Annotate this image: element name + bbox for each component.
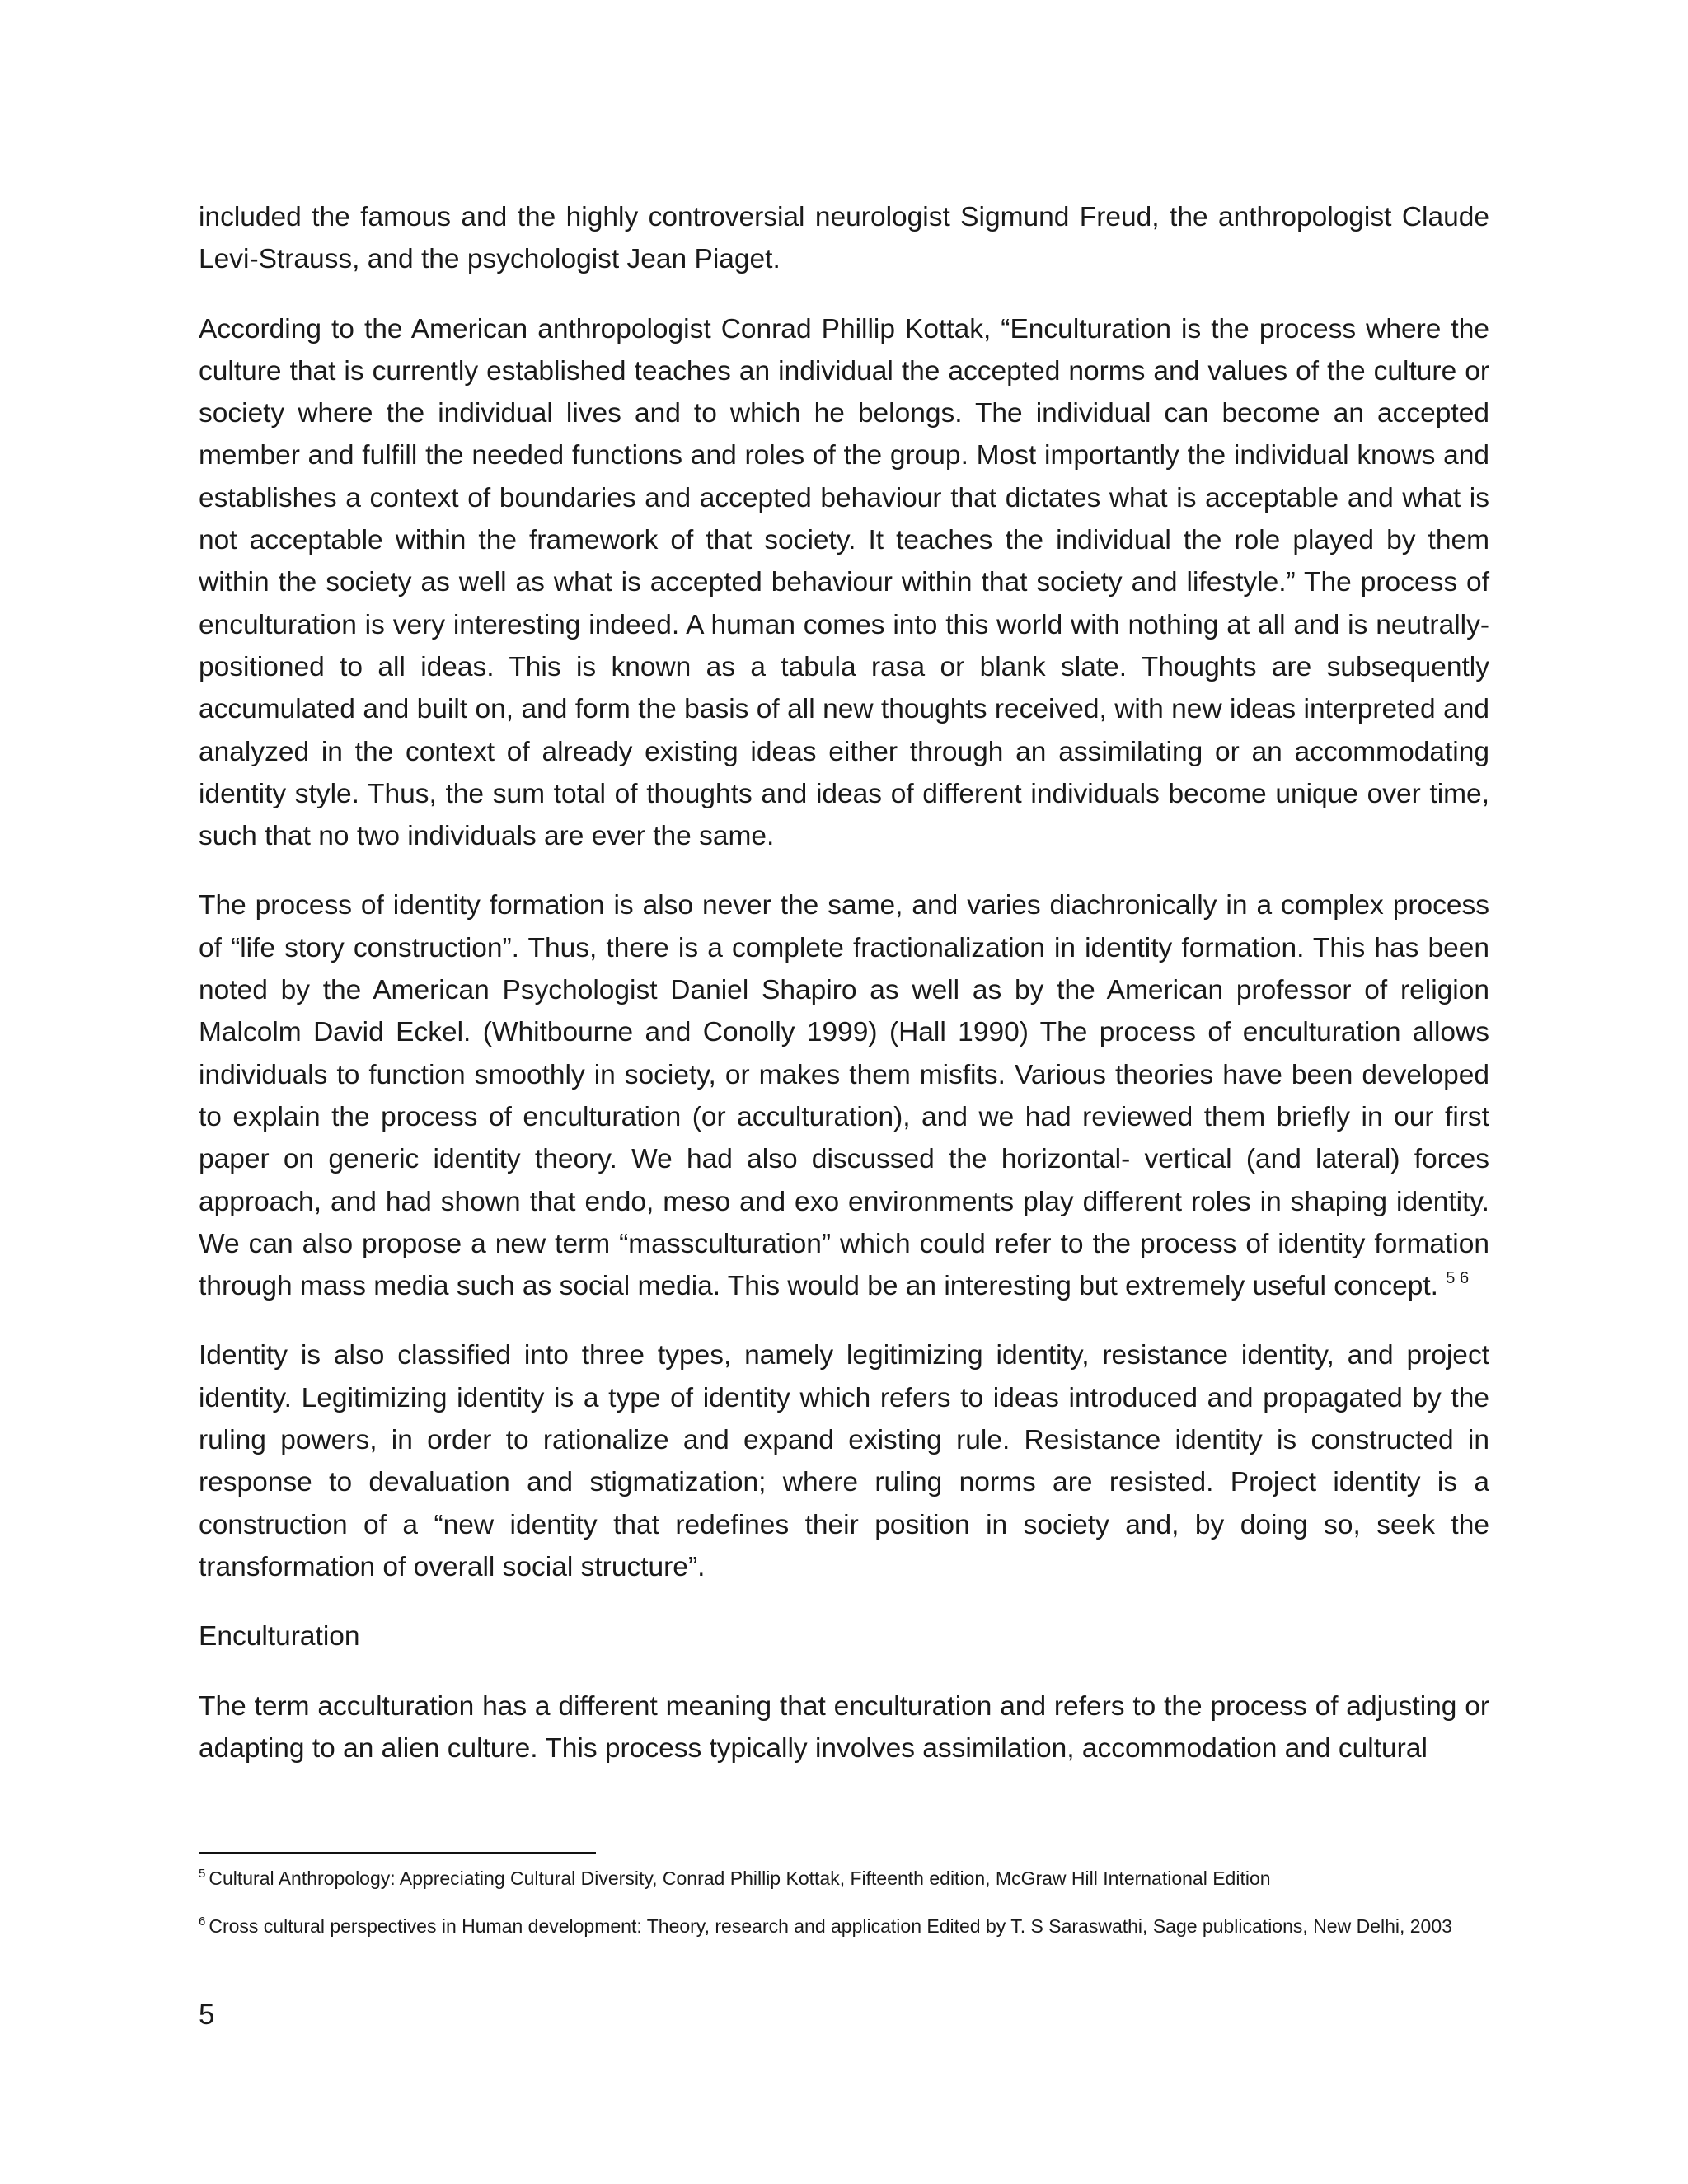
paragraph-3 — [199, 884, 1489, 1307]
paragraph-1: included the famous and the highly controversial neurologist Sigmund Freud, the anthropologist Claude Levi-Strauss, and the psychologist Jean Piaget. — [199, 202, 1489, 275]
page-number: 5 — [199, 1999, 215, 2031]
paragraph-4: Identity is also classified into three types, namely legitimizing identity, resistance identity, and project identity. Legitimizing identity is a type of identity which refers to ideas introduced and propagated by the ruling powers, in order to rationalize and expand existing rule. Resistance identity is constructed in response to devaluation and stigmatization; where ruling norms are resisted. Project identity is a construction of a “new identity that redefines their position in society and, by doing so, seek the transformation of overall social structure”. — [199, 1340, 1489, 1582]
footnote-text: Cultural Anthropology: Appreciating Cultural Diversity, Conrad Phillip Kottak, Fifteenth edition, McGraw Hill International Edition — [209, 1868, 1271, 1889]
paragraph-5: The term acculturation has a different meaning that enculturation and refers to the process of adjusting or adapting to an alien culture. This process typically involves assimilation, accommodation and cultural — [199, 1690, 1489, 1764]
section-heading: Enculturation — [199, 1621, 360, 1652]
footnote-5 — [199, 1866, 1489, 1891]
footnote-number: 6 — [199, 1915, 206, 1929]
paragraph-2: According to the American anthropologist Conrad Phillip Kottak, “Enculturation is the process where the culture that is currently established teaches an individual the accepted norms and values of the culture or society where the individual lives and to which he belongs. The individual can become an accepted member and fulfill the needed functions and roles of the group. Most importantly the individual knows and establishes a context of boundaries and accepted behaviour that dictates what is acceptable and what is not acceptable within the framework of that society. It teaches the individual the role played by them within the society as well as what is accepted behaviour within that society and lifestyle.” The process of enculturation is very interesting indeed. A human comes into this world with nothing at all and is neutrally-positioned to all ideas. This is known as a tabula rasa or blank slate. Thoughts are subsequently accumulated and built on, and form the basis of all new thoughts received, with new ideas interpreted and analyzed in the context of already existing ideas either through an assimilating or an accommodating identity style. Thus, the sum total of thoughts and ideas of different individuals become unique over time, such that no two individuals are ever the same. — [199, 313, 1489, 852]
footnotes — [199, 1866, 1489, 1961]
footnote-number: 5 — [199, 1867, 206, 1882]
body-text — [199, 196, 1489, 1797]
footnote-text: Cross cultural perspectives in Human development: Theory, research and application Edited by T. S Saraswathi, Sage publications, New Delhi, 2003 — [209, 1915, 1452, 1937]
footnote-6 — [199, 1914, 1489, 1938]
paragraph-3-text: The process of identity formation is also never the same, and varies diachronically in a complex process of “life story construction”. Thus, there is a complete fractionalization in identity formation. This has been noted by the American Psychologist Daniel Shapiro as well as by the American professor of religion Malcolm David Eckel. (Whitbourne and Conolly 1999) (Hall 1990) The process of enculturation allows individuals to function smoothly in society, or makes them misfits. Various theories have been developed to explain the process of enculturation (or acculturation), and we had reviewed them briefly in our first paper on generic identity theory. We had also discussed the horizontal- vertical (and lateral) forces approach, and had shown that endo, meso and exo environments play different roles in shaping identity. We can also propose a new term “massculturation” which could refer to the process of identity formation through mass media such as social media. This would be an interesting but extremely useful concept. — [199, 890, 1489, 1302]
footnote-references[interactable]: 5 6 — [1446, 1268, 1470, 1287]
footnote-divider — [199, 1852, 596, 1854]
